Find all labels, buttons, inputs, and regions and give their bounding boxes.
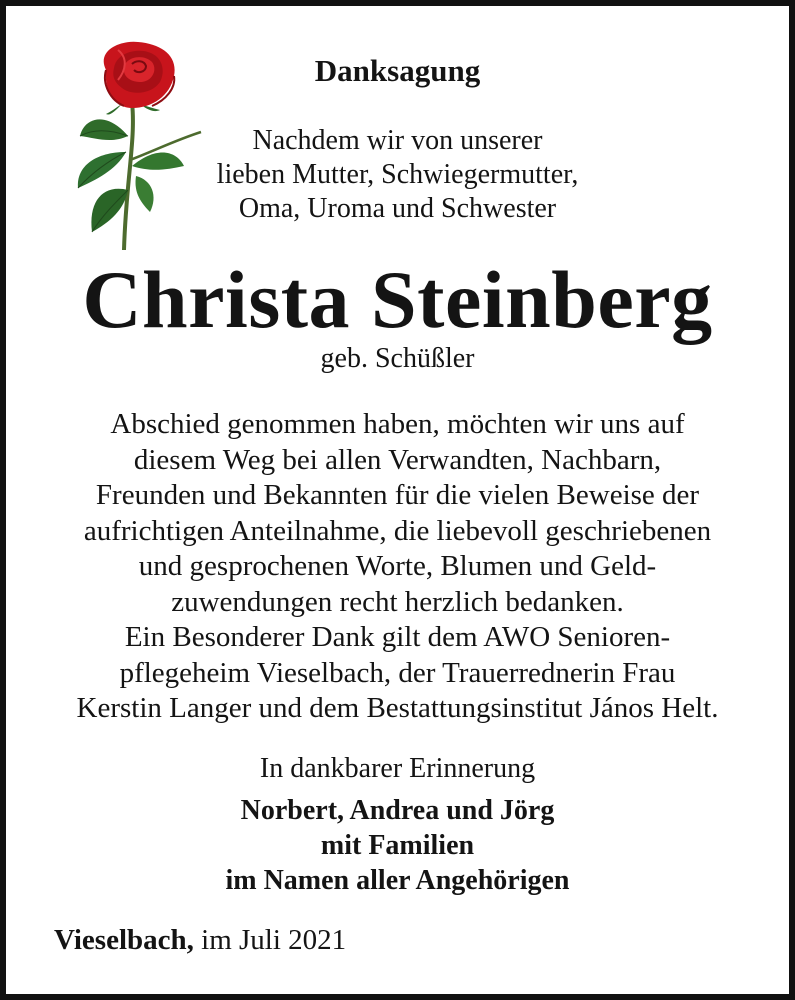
signer-line: im Namen aller Angehörigen (225, 865, 570, 896)
intro-line: Nachdem wir von unserer (252, 125, 543, 156)
signer-line: Norbert, Andrea und Jörg (240, 795, 555, 826)
thanks-line: und gesprochenen Worte, Blumen und Geld- (138, 550, 657, 582)
thanks-line: Freunden und Bekannten für die vielen Beweise der (95, 479, 700, 511)
thanks-line: Kerstin Langer und dem Bestattungsinstitut János Helt. (76, 692, 719, 724)
thanks-line: pflegeheim Vieselbach, der Trauerrednerin Frau (119, 656, 676, 689)
thanks-line: zuwendungen recht herzlich bedanken. (171, 585, 624, 618)
signer-line: mit Familien (320, 830, 475, 861)
date: im Juli 2021 (201, 924, 347, 956)
place-and-date (54, 924, 346, 957)
closing-phrase: In dankbarer Erinnerung (259, 753, 536, 784)
place: Vieselbach, (54, 924, 194, 956)
thanks-text (6, 407, 789, 727)
intro-line: Oma, Uroma und Schwester (238, 193, 557, 224)
thanks-line: aufrichtigen Anteilnahme, die liebevoll geschriebenen (83, 514, 712, 547)
maiden-name: geb. Schüßler (320, 343, 475, 374)
intro-line: lieben Mutter, Schwiegermutter, (216, 159, 579, 190)
intro-text (6, 124, 789, 226)
signers (6, 793, 789, 898)
thanks-line: Ein Besonderer Dank gilt dem AWO Senioren- (124, 621, 671, 653)
notice-title: Danksagung (314, 53, 481, 88)
thanks-line: Abschied genommen haben, möchten wir uns auf (110, 408, 685, 440)
thanks-line: diesem Weg bei allen Verwandten, Nachbarn, (133, 443, 662, 476)
deceased-name: Christa Steinberg (82, 254, 713, 345)
